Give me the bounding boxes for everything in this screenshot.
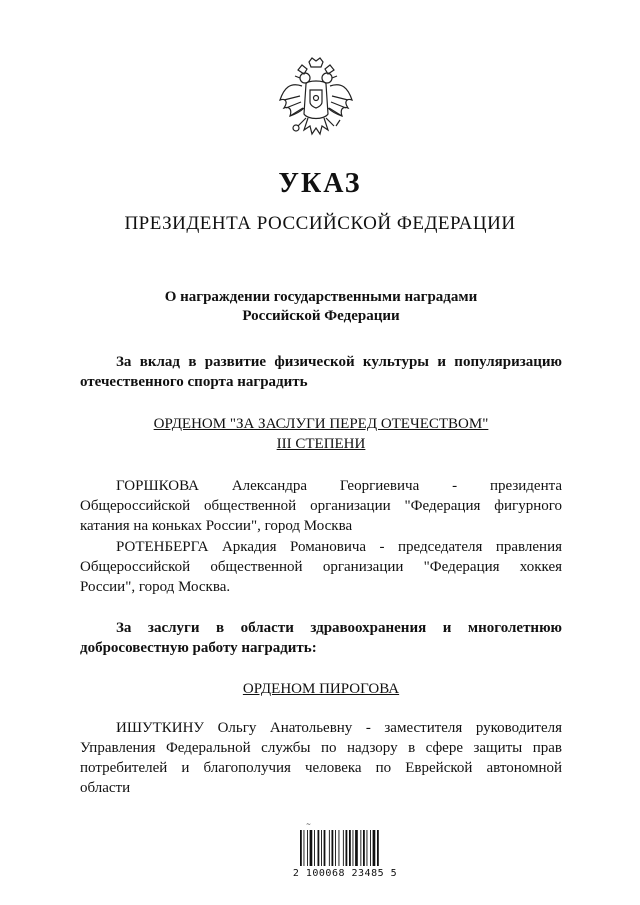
awardee-line: России", город Москва.	[80, 579, 231, 595]
subject-line: О награждении государственными наградами	[164, 289, 478, 305]
intro-line: За вклад в развитие физической культуры и популяризацию	[116, 354, 562, 370]
barcode-bar	[300, 830, 302, 866]
section2-intro	[80, 618, 562, 658]
document-title: УКАЗ	[278, 168, 362, 199]
awardee-line: области	[80, 780, 131, 796]
awardee-rotenberg	[80, 537, 562, 597]
barcode-bar	[318, 830, 320, 866]
barcode-bar	[307, 830, 308, 866]
awardee-line: ИШУТКИНУ Ольгу Анатольевну - заместителя руководителя	[116, 720, 562, 736]
barcode-bar	[304, 830, 305, 866]
barcode-bar	[335, 830, 336, 866]
order-line: ОРДЕНОМ "ЗА ЗАСЛУГИ ПЕРЕД ОТЕЧЕСТВОМ"	[153, 416, 489, 432]
coat-of-arms-emblem-icon	[276, 56, 356, 142]
barcode-bar	[367, 830, 368, 866]
barcode-bar	[310, 830, 313, 866]
subject-line: Российской Федерации	[242, 308, 400, 324]
document-subtitle: ПРЕЗИДЕНТА РОССИЙСКОЙ ФЕДЕРАЦИИ	[124, 213, 516, 234]
svg-text:~: ~	[306, 821, 312, 828]
barcode-bar	[355, 830, 358, 866]
barcode-bar	[363, 830, 365, 866]
barcode-bar	[349, 830, 351, 866]
awardee-line: Управления Федеральной службы по надзору в сфере защиты прав	[80, 740, 562, 756]
barcode-bar	[329, 830, 330, 866]
section1-intro	[80, 352, 562, 392]
section2-order-title: ОРДЕНОМ ПИРОГОВА	[242, 681, 400, 697]
barcode-bar	[324, 830, 326, 866]
order-line: III СТЕПЕНИ	[276, 436, 366, 452]
barcode-bar	[314, 830, 315, 866]
barcode-bar	[373, 830, 376, 866]
barcode-bar	[332, 830, 334, 866]
awardee-line: Общероссийской общественной организации "Федерация фигурного	[80, 498, 562, 514]
intro-line: За заслуги в области здравоохранения и многолетнюю	[116, 620, 562, 636]
barcode-icon	[296, 818, 394, 868]
awardee-line: ГОРШКОВА Александра Георгиевича - президента	[116, 478, 562, 494]
awardee-line: РОТЕНБЕРГА Аркадия Романовича - председателя правления	[116, 539, 562, 555]
barcode-bar	[377, 830, 379, 866]
barcode-bar	[339, 830, 340, 866]
decree-subject	[80, 288, 562, 326]
barcode-bar	[343, 830, 344, 866]
awardee-ishutkina	[80, 718, 562, 798]
barcode-bar	[370, 830, 371, 866]
section1-order-title	[80, 414, 562, 454]
barcode-bar	[346, 830, 348, 866]
awardee-gorshkov	[80, 476, 562, 536]
barcode-bar	[321, 830, 322, 866]
awardee-line: потребителей и благополучия человека по Еврейской автономной	[80, 760, 562, 776]
barcode-number: 2 100068 23485 5	[292, 868, 398, 879]
awardee-line: Общероссийской общественной организации "Федерация хоккея	[80, 559, 562, 575]
barcode-bar	[360, 830, 361, 866]
intro-line: отечественного спорта наградить	[80, 374, 308, 390]
barcode-bar	[353, 830, 354, 866]
intro-line: добросовестную работу наградить:	[80, 640, 317, 656]
awardee-line: катания на коньках России", город Москва	[80, 518, 353, 534]
